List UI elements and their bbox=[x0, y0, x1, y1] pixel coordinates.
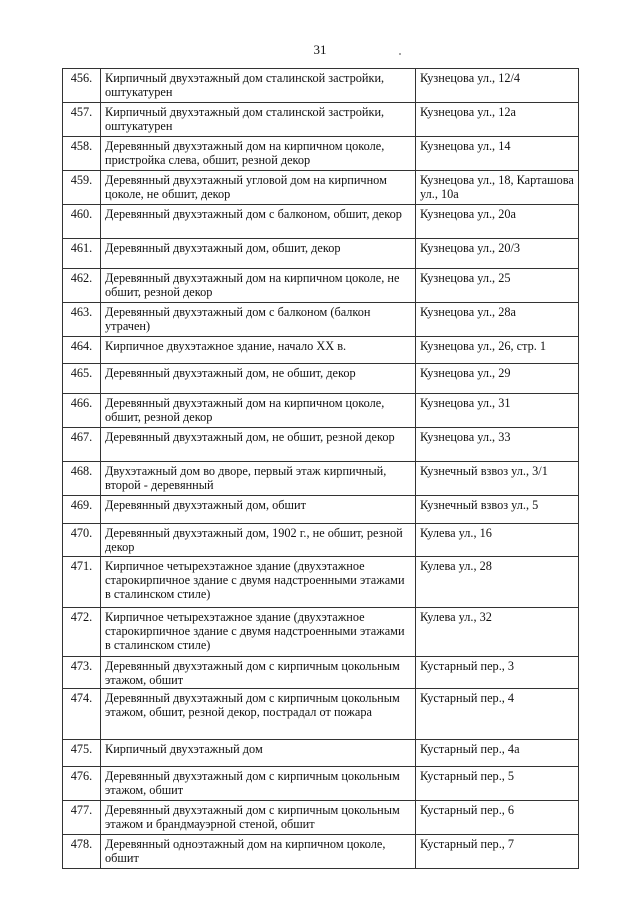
address-cell: Кулева ул., 32 bbox=[416, 608, 579, 657]
row-number-cell: 475. bbox=[63, 740, 101, 767]
row-number-cell: 456. bbox=[63, 69, 101, 103]
description-cell: Деревянный двухэтажный дом, не обшит, резной декор bbox=[101, 428, 416, 462]
table-row bbox=[63, 364, 579, 394]
table-row bbox=[63, 608, 579, 657]
description-cell: Деревянный двухэтажный дом на кирпичном цоколе, пристройка слева, обшит, резной декор bbox=[101, 137, 416, 171]
table-row bbox=[63, 462, 579, 496]
address-cell: Кузнецова ул., 25 bbox=[416, 269, 579, 303]
table-row bbox=[63, 269, 579, 303]
table-row bbox=[63, 801, 579, 835]
table-row bbox=[63, 103, 579, 137]
buildings-table bbox=[62, 68, 579, 869]
address-cell: Кустарный пер., 6 bbox=[416, 801, 579, 835]
description-cell: Деревянный двухэтажный дом с балконом, обшит, декор bbox=[101, 205, 416, 239]
address-cell: Кустарный пер., 7 bbox=[416, 835, 579, 869]
description-cell: Кирпичное двухэтажное здание, начало XX в. bbox=[101, 337, 416, 364]
address-cell: Кузнецова ул., 14 bbox=[416, 137, 579, 171]
table-row bbox=[63, 689, 579, 740]
address-cell: Кузнечный взвоз ул., 3/1 bbox=[416, 462, 579, 496]
row-number-cell: 461. bbox=[63, 239, 101, 269]
row-number-cell: 464. bbox=[63, 337, 101, 364]
address-cell: Кулева ул., 28 bbox=[416, 557, 579, 608]
table-row bbox=[63, 767, 579, 801]
row-number-cell: 472. bbox=[63, 608, 101, 657]
buildings-table-body bbox=[63, 69, 579, 869]
row-number-cell: 458. bbox=[63, 137, 101, 171]
row-number-cell: 470. bbox=[63, 524, 101, 557]
table-row bbox=[63, 137, 579, 171]
description-cell: Деревянный двухэтажный угловой дом на кирпичном цоколе, не обшит, декор bbox=[101, 171, 416, 205]
description-cell: Деревянный двухэтажный дом с кирпичным цокольным этажом, обшит bbox=[101, 767, 416, 801]
table-row bbox=[63, 657, 579, 689]
description-cell: Деревянный двухэтажный дом с кирпичным цокольным этажом, обшит, резной декор, пострадал от пожара bbox=[101, 689, 416, 740]
address-cell: Кузнецова ул., 12а bbox=[416, 103, 579, 137]
row-number-cell: 469. bbox=[63, 496, 101, 524]
row-number-cell: 465. bbox=[63, 364, 101, 394]
address-cell: Кустарный пер., 4 bbox=[416, 689, 579, 740]
row-number-cell: 476. bbox=[63, 767, 101, 801]
description-cell: Деревянный двухэтажный дом с кирпичным цокольным этажом, обшит bbox=[101, 657, 416, 689]
row-number-cell: 478. bbox=[63, 835, 101, 869]
address-cell: Кузнецова ул., 31 bbox=[416, 394, 579, 428]
address-cell: Кузнецова ул., 33 bbox=[416, 428, 579, 462]
table-row bbox=[63, 239, 579, 269]
description-cell: Деревянный одноэтажный дом на кирпичном цоколе, обшит bbox=[101, 835, 416, 869]
description-cell: Кирпичный двухэтажный дом сталинской застройки, оштукатурен bbox=[101, 69, 416, 103]
address-cell: Кузнецова ул., 26, стр. 1 bbox=[416, 337, 579, 364]
address-cell: Кузнечный взвоз ул., 5 bbox=[416, 496, 579, 524]
description-cell: Кирпичное четырехэтажное здание (двухэтажное старокирпичное здание с двумя надстроенными этажами в сталинском стиле) bbox=[101, 557, 416, 608]
table-row bbox=[63, 428, 579, 462]
row-number-cell: 474. bbox=[63, 689, 101, 740]
table-row bbox=[63, 740, 579, 767]
table-row bbox=[63, 337, 579, 364]
table-row bbox=[63, 205, 579, 239]
row-number-cell: 460. bbox=[63, 205, 101, 239]
address-cell: Кустарный пер., 5 bbox=[416, 767, 579, 801]
row-number-cell: 459. bbox=[63, 171, 101, 205]
table-row bbox=[63, 394, 579, 428]
row-number-cell: 471. bbox=[63, 557, 101, 608]
description-cell: Деревянный двухэтажный дом с балконом (балкон утрачен) bbox=[101, 303, 416, 337]
description-cell: Деревянный двухэтажный дом, обшит bbox=[101, 496, 416, 524]
row-number-cell: 457. bbox=[63, 103, 101, 137]
description-cell: Кирпичный двухэтажный дом сталинской застройки, оштукатурен bbox=[101, 103, 416, 137]
address-cell: Кузнецова ул., 28а bbox=[416, 303, 579, 337]
table-row bbox=[63, 835, 579, 869]
page-number: 31 bbox=[313, 42, 327, 57]
table-row bbox=[63, 557, 579, 608]
table-row bbox=[63, 303, 579, 337]
description-cell: Деревянный двухэтажный дом на кирпичном цоколе, не обшит, резной декор bbox=[101, 269, 416, 303]
description-cell: Кирпичный двухэтажный дом bbox=[101, 740, 416, 767]
address-cell: Кулева ул., 16 bbox=[416, 524, 579, 557]
table-row bbox=[63, 171, 579, 205]
scan-speck bbox=[399, 53, 401, 55]
table-row bbox=[63, 524, 579, 557]
description-cell: Кирпичное четырехэтажное здание (двухэтажное старокирпичное здание с двумя надстроенными этажами в сталинском стиле) bbox=[101, 608, 416, 657]
description-cell: Деревянный двухэтажный дом с кирпичным цокольным этажом и брандмауэрной стеной, обшит bbox=[101, 801, 416, 835]
row-number-cell: 473. bbox=[63, 657, 101, 689]
row-number-cell: 467. bbox=[63, 428, 101, 462]
description-cell: Деревянный двухэтажный дом, 1902 г., не обшит, резной декор bbox=[101, 524, 416, 557]
address-cell: Кузнецова ул., 12/4 bbox=[416, 69, 579, 103]
row-number-cell: 463. bbox=[63, 303, 101, 337]
description-cell: Деревянный двухэтажный дом, не обшит, декор bbox=[101, 364, 416, 394]
address-cell: Кустарный пер., 4а bbox=[416, 740, 579, 767]
table-row bbox=[63, 496, 579, 524]
row-number-cell: 477. bbox=[63, 801, 101, 835]
address-cell: Кузнецова ул., 20/3 bbox=[416, 239, 579, 269]
address-cell: Кузнецова ул., 29 bbox=[416, 364, 579, 394]
row-number-cell: 462. bbox=[63, 269, 101, 303]
description-cell: Деревянный двухэтажный дом, обшит, декор bbox=[101, 239, 416, 269]
description-cell: Двухэтажный дом во дворе, первый этаж кирпичный, второй - деревянный bbox=[101, 462, 416, 496]
row-number-cell: 468. bbox=[63, 462, 101, 496]
address-cell: Кузнецова ул., 18, Карташова ул., 10а bbox=[416, 171, 579, 205]
address-cell: Кустарный пер., 3 bbox=[416, 657, 579, 689]
address-cell: Кузнецова ул., 20а bbox=[416, 205, 579, 239]
row-number-cell: 466. bbox=[63, 394, 101, 428]
table-row bbox=[63, 69, 579, 103]
description-cell: Деревянный двухэтажный дом на кирпичном цоколе, обшит, резной декор bbox=[101, 394, 416, 428]
